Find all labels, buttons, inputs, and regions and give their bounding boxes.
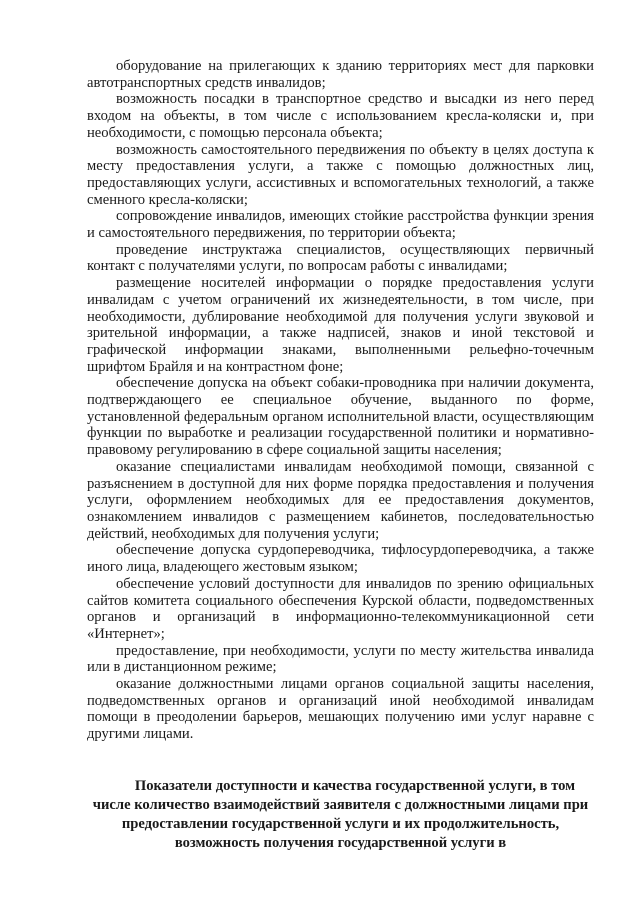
document-body bbox=[87, 58, 594, 743]
list-item: обеспечение допуска сурдопереводчика, тифлосурдопереводчика, а также иного лица, владеющего жестовым языком; bbox=[87, 542, 594, 576]
list-item: оказание специалистами инвалидам необходимой помощи, связанной с разъяснением в доступной для них форме порядка предоставления и получения услуги, оформлением необходимых для ее предоставления документов, ознакомлением инвалидов с размещением кабинетов, последовательностью действий, необходимых для получения услуги; bbox=[87, 458, 594, 542]
list-item: возможность самостоятельного передвижения по объекту в целях доступа к месту предоставления услуги, а также с помощью должностных лиц, предоставляющих услуги, ассистивных и вспомогательных технологий, а также сменного кресла-коляски; bbox=[87, 141, 594, 208]
list-item: размещение носителей информации о порядке предоставления услуги инвалидам с учетом ограничений их жизнедеятельности, в том числе, при необходимости, дублирование необходимой для получения услуги звуковой и зрительной информации, а также надписей, знаков и иной текстовой и графической информации знаками, выполненными рельефно-точечным шрифтом Брайля и на контрастном фоне; bbox=[87, 275, 594, 375]
list-item: обеспечение условий доступности для инвалидов по зрению официальных сайтов комитета социального обеспечения Курской области, подведомственных органов и организаций в информационно-телекоммуникационной сети «Интернет»; bbox=[87, 575, 594, 642]
list-item: предоставление, при необходимости, услуги по месту жительства инвалида или в дистанционном режиме; bbox=[87, 642, 594, 676]
section-heading-text: Показатели доступности и качества государственной услуги, в том числе количество взаимодействий заявителя с должностными лицами при предоставлении государственной услуги и их продолжительность, возможность получения государственной услуги в bbox=[92, 778, 589, 851]
section-heading bbox=[87, 777, 594, 853]
list-item: возможность посадки в транспортное средство и высадки из него перед входом на объекты, в том числе с использованием кресла-коляски и, при необходимости, с помощью персонала объекта; bbox=[87, 91, 594, 141]
list-item: обеспечение допуска на объект собаки-проводника при наличии документа, подтверждающего ее специальное обучение, выданного по форме, установленной федеральным органом исполнительной власти, осуществляющим функции по выработке и реализации государственной политики и нормативно-правовому регулированию в сфере социальной защиты населения; bbox=[87, 375, 594, 459]
list-item: оказание должностными лицами органов социальной защиты населения, подведомственных органов и организаций иной необходимой инвалидам помощи в преодолении барьеров, мешающих получению ими услуг наравне с другими лицами. bbox=[87, 676, 594, 743]
list-item: проведение инструктажа специалистов, осуществляющих первичный контакт с получателями услуги, по вопросам работы с инвалидами; bbox=[87, 241, 594, 275]
list-item: оборудование на прилегающих к зданию территориях мест для парковки автотранспортных средств инвалидов; bbox=[87, 58, 594, 91]
list-item: сопровождение инвалидов, имеющих стойкие расстройства функции зрения и самостоятельного передвижения, по территории объекта; bbox=[87, 208, 594, 242]
